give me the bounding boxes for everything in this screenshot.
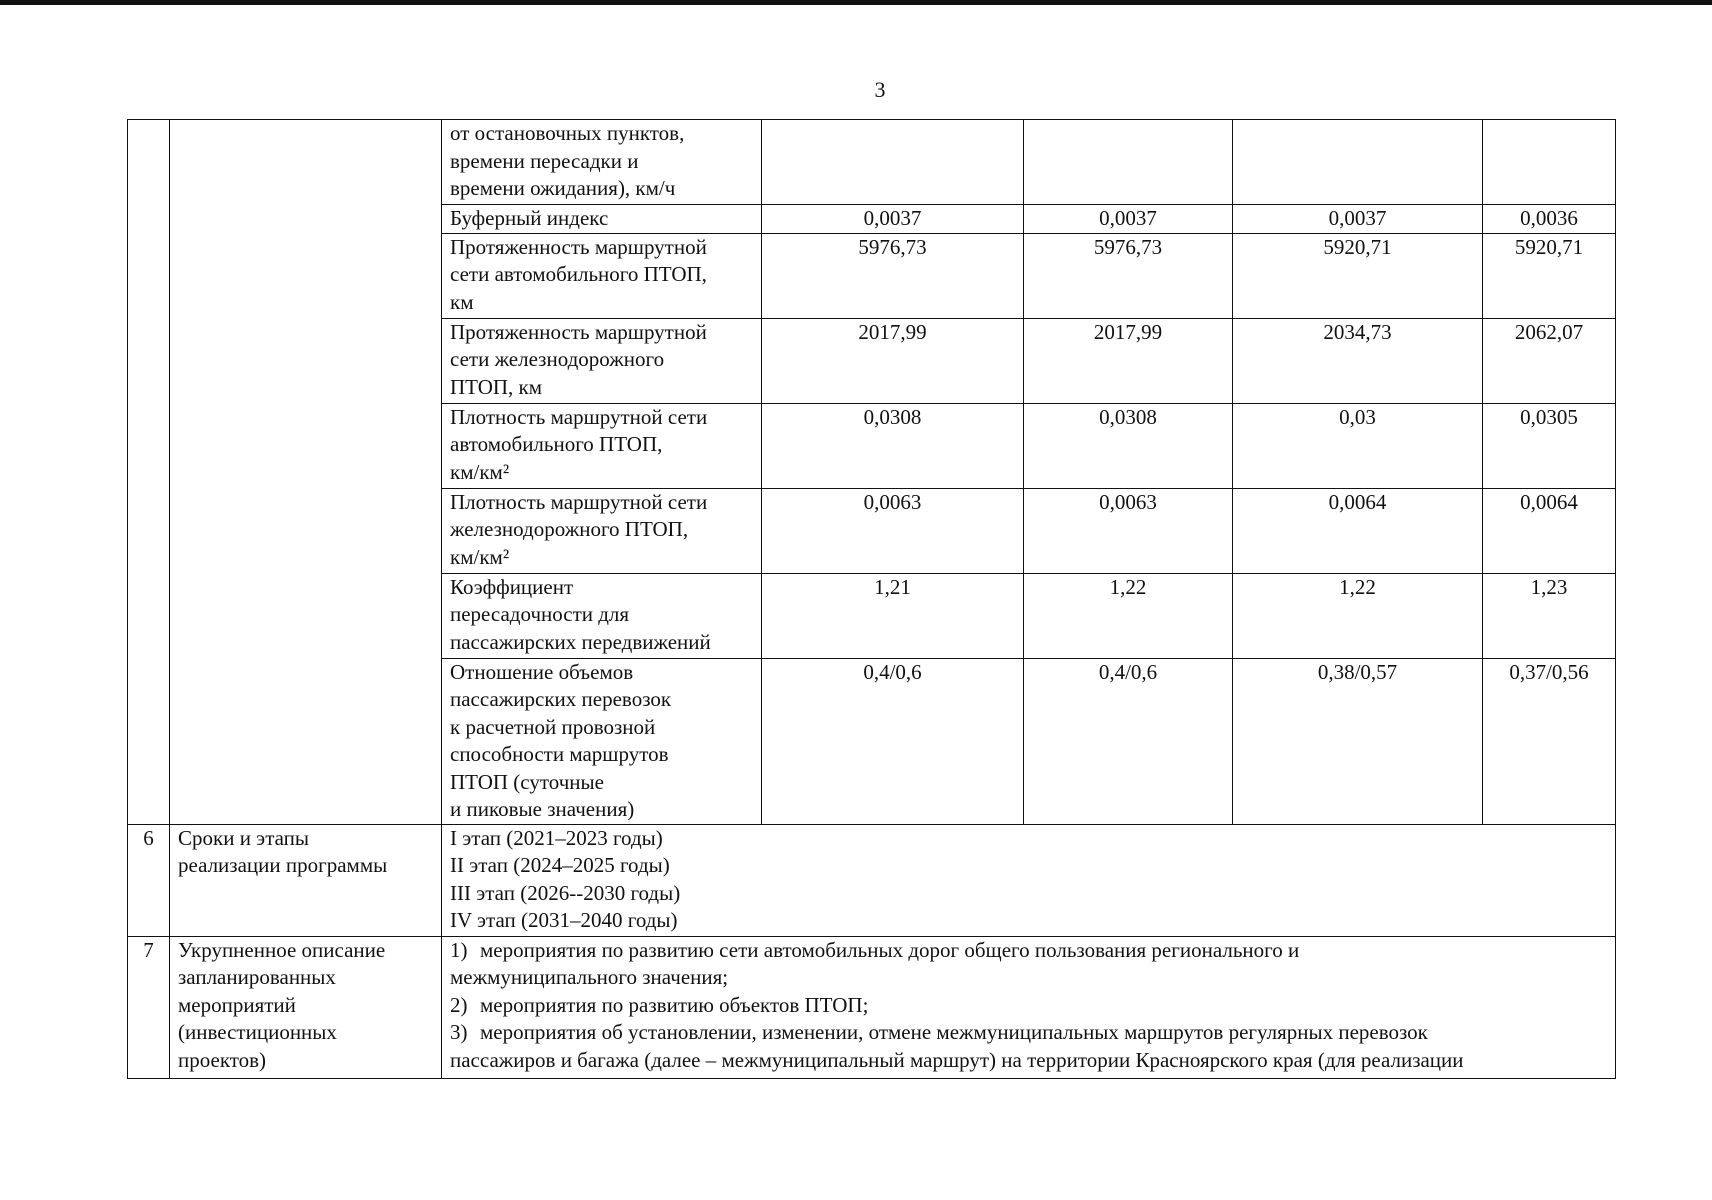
activity-marker: 2) (450, 992, 468, 1017)
indicator-name-line: Плотность маршрутной сети (450, 404, 708, 429)
indicator-name-line: Коэффициент (450, 574, 574, 599)
program-stages (442, 824, 1616, 936)
section-7-row (128, 936, 1616, 1078)
stage-line: IV этап (2031–2040 годы) (450, 908, 678, 932)
indicator-name (442, 488, 762, 573)
value-cell: 0,0305 (1483, 403, 1616, 488)
value-cell: 1,23 (1483, 573, 1616, 658)
value-cell: 0,38/0,57 (1233, 658, 1483, 824)
value-cell: 0,0037 (1024, 205, 1233, 234)
section-label-line: (инвестиционных (178, 1020, 337, 1044)
indicator-row (128, 120, 1616, 205)
indicator-name-line: сети автомобильного ПТОП, (450, 262, 707, 286)
indicator-name-line: Протяженность маршрутной (450, 234, 707, 259)
section-label-line: Сроки и этапы (178, 825, 310, 850)
indicator-name-line: Буферный индекс (450, 206, 609, 230)
value-cell: 2062,07 (1483, 318, 1616, 403)
activity-marker: 3) (450, 1020, 468, 1044)
activity-line (450, 937, 1607, 965)
value-cell: 0,0308 (762, 403, 1024, 488)
activity-marker: 1) (450, 937, 468, 962)
value-cell: 0,37/0,56 (1483, 658, 1616, 824)
section-label-line: мероприятий (178, 992, 296, 1017)
section-label-line: проектов) (178, 1047, 267, 1072)
value-cell: 0,0063 (762, 488, 1024, 573)
stage-line: I этап (2021–2023 годы) (450, 825, 663, 850)
value-cell: 2017,99 (1024, 318, 1233, 403)
indicator-name (442, 120, 762, 205)
indicator-name-line: ПТОП, км (450, 374, 543, 399)
indicator-name-line: пассажирских передвижений (450, 629, 711, 654)
activity-text: межмуниципального значения; (450, 965, 729, 989)
indicator-name (442, 233, 762, 318)
value-cell: 0,0064 (1233, 488, 1483, 573)
value-cell: 0,03 (1233, 403, 1483, 488)
indicator-name-line: способности маршрутов (450, 742, 669, 766)
section-label-line: реализации программы (178, 853, 388, 877)
indicator-name-line: Отношение объемов (450, 659, 634, 684)
value-cell: 5920,71 (1233, 233, 1483, 318)
section-number: 6 (128, 824, 170, 936)
value-cell: 5976,73 (762, 233, 1024, 318)
indicator-name-line: и пиковые значения) (450, 797, 635, 821)
indicator-name-line: Протяженность маршрутной (450, 319, 707, 344)
indicator-name-line: км/км² (450, 459, 510, 484)
activity-text: мероприятия по развитию объектов ПТОП; (480, 992, 869, 1017)
stage-line: III этап (2026--2030 годы) (450, 880, 681, 905)
value-cell: 0,4/0,6 (762, 658, 1024, 824)
indicator-name-line: времени пересадки и (450, 148, 639, 173)
value-cell: 0,0037 (1233, 205, 1483, 234)
value-cell (762, 120, 1024, 205)
value-cell: 1,22 (1024, 573, 1233, 658)
value-cell: 0,0036 (1483, 205, 1616, 234)
value-cell: 0,0064 (1483, 488, 1616, 573)
planned-activities (442, 936, 1616, 1078)
indicator-name (442, 658, 762, 824)
indicator-name-line: ПТОП (суточные (450, 769, 604, 794)
activity-text: пассажиров и багажа (далее – межмуниципальный маршрут) на территории Красноярского края (для реализации (450, 1047, 1464, 1072)
page-number: 3 (874, 77, 886, 102)
value-cell: 0,0308 (1024, 403, 1233, 488)
value-cell: 2017,99 (762, 318, 1024, 403)
indicator-name-line: км/км² (450, 544, 510, 569)
row-number-cell (128, 120, 170, 825)
indicator-name (442, 205, 762, 234)
value-cell: 2034,73 (1233, 318, 1483, 403)
row-label-cell (170, 120, 442, 825)
indicator-name-line: пересадочности для (450, 602, 630, 626)
indicator-name (442, 318, 762, 403)
value-cell: 1,21 (762, 573, 1024, 658)
indicator-name-line: Плотность маршрутной сети (450, 489, 708, 514)
indicator-name-line: км (450, 289, 474, 314)
value-cell: 0,0037 (762, 205, 1024, 234)
value-cell (1483, 120, 1616, 205)
indicator-name-line: автомобильного ПТОП, (450, 432, 663, 456)
indicator-name (442, 403, 762, 488)
value-cell: 5920,71 (1483, 233, 1616, 318)
value-cell: 1,22 (1233, 573, 1483, 658)
activity-text: мероприятия по развитию сети автомобильных дорог общего пользования регионального и (480, 937, 1300, 962)
section-label-line: запланированных (178, 965, 336, 989)
activity-line (450, 1047, 1607, 1075)
activity-line (450, 964, 1607, 992)
indicator-name (442, 573, 762, 658)
indicator-name-line: к расчетной провозной (450, 714, 656, 739)
indicator-name-line: времени ожидания), км/ч (450, 176, 676, 200)
section-label-line: Укрупненное описание (178, 937, 386, 962)
stage-line: II этап (2024–2025 годы) (450, 853, 670, 877)
scan-top-edge (0, 0, 1712, 5)
indicator-name-line: от остановочных пунктов, (450, 121, 685, 145)
section-label (170, 824, 442, 936)
section-6-row (128, 824, 1616, 936)
value-cell (1024, 120, 1233, 205)
value-cell (1233, 120, 1483, 205)
value-cell: 0,0063 (1024, 488, 1233, 573)
activity-line (450, 992, 1607, 1020)
indicator-name-line: пассажирских перевозок (450, 687, 672, 711)
section-number: 7 (128, 936, 170, 1078)
activity-line (450, 1019, 1607, 1047)
indicator-name-line: сети железнодорожного (450, 347, 665, 371)
indicator-name-line: железнодорожного ПТОП, (450, 517, 689, 541)
value-cell: 0,4/0,6 (1024, 658, 1233, 824)
activity-text: мероприятия об установлении, изменении, отмене межмуниципальных маршрутов регулярных перевозок (480, 1020, 1428, 1044)
section-label (170, 936, 442, 1078)
program-passport-table (127, 119, 1616, 1079)
value-cell: 5976,73 (1024, 233, 1233, 318)
